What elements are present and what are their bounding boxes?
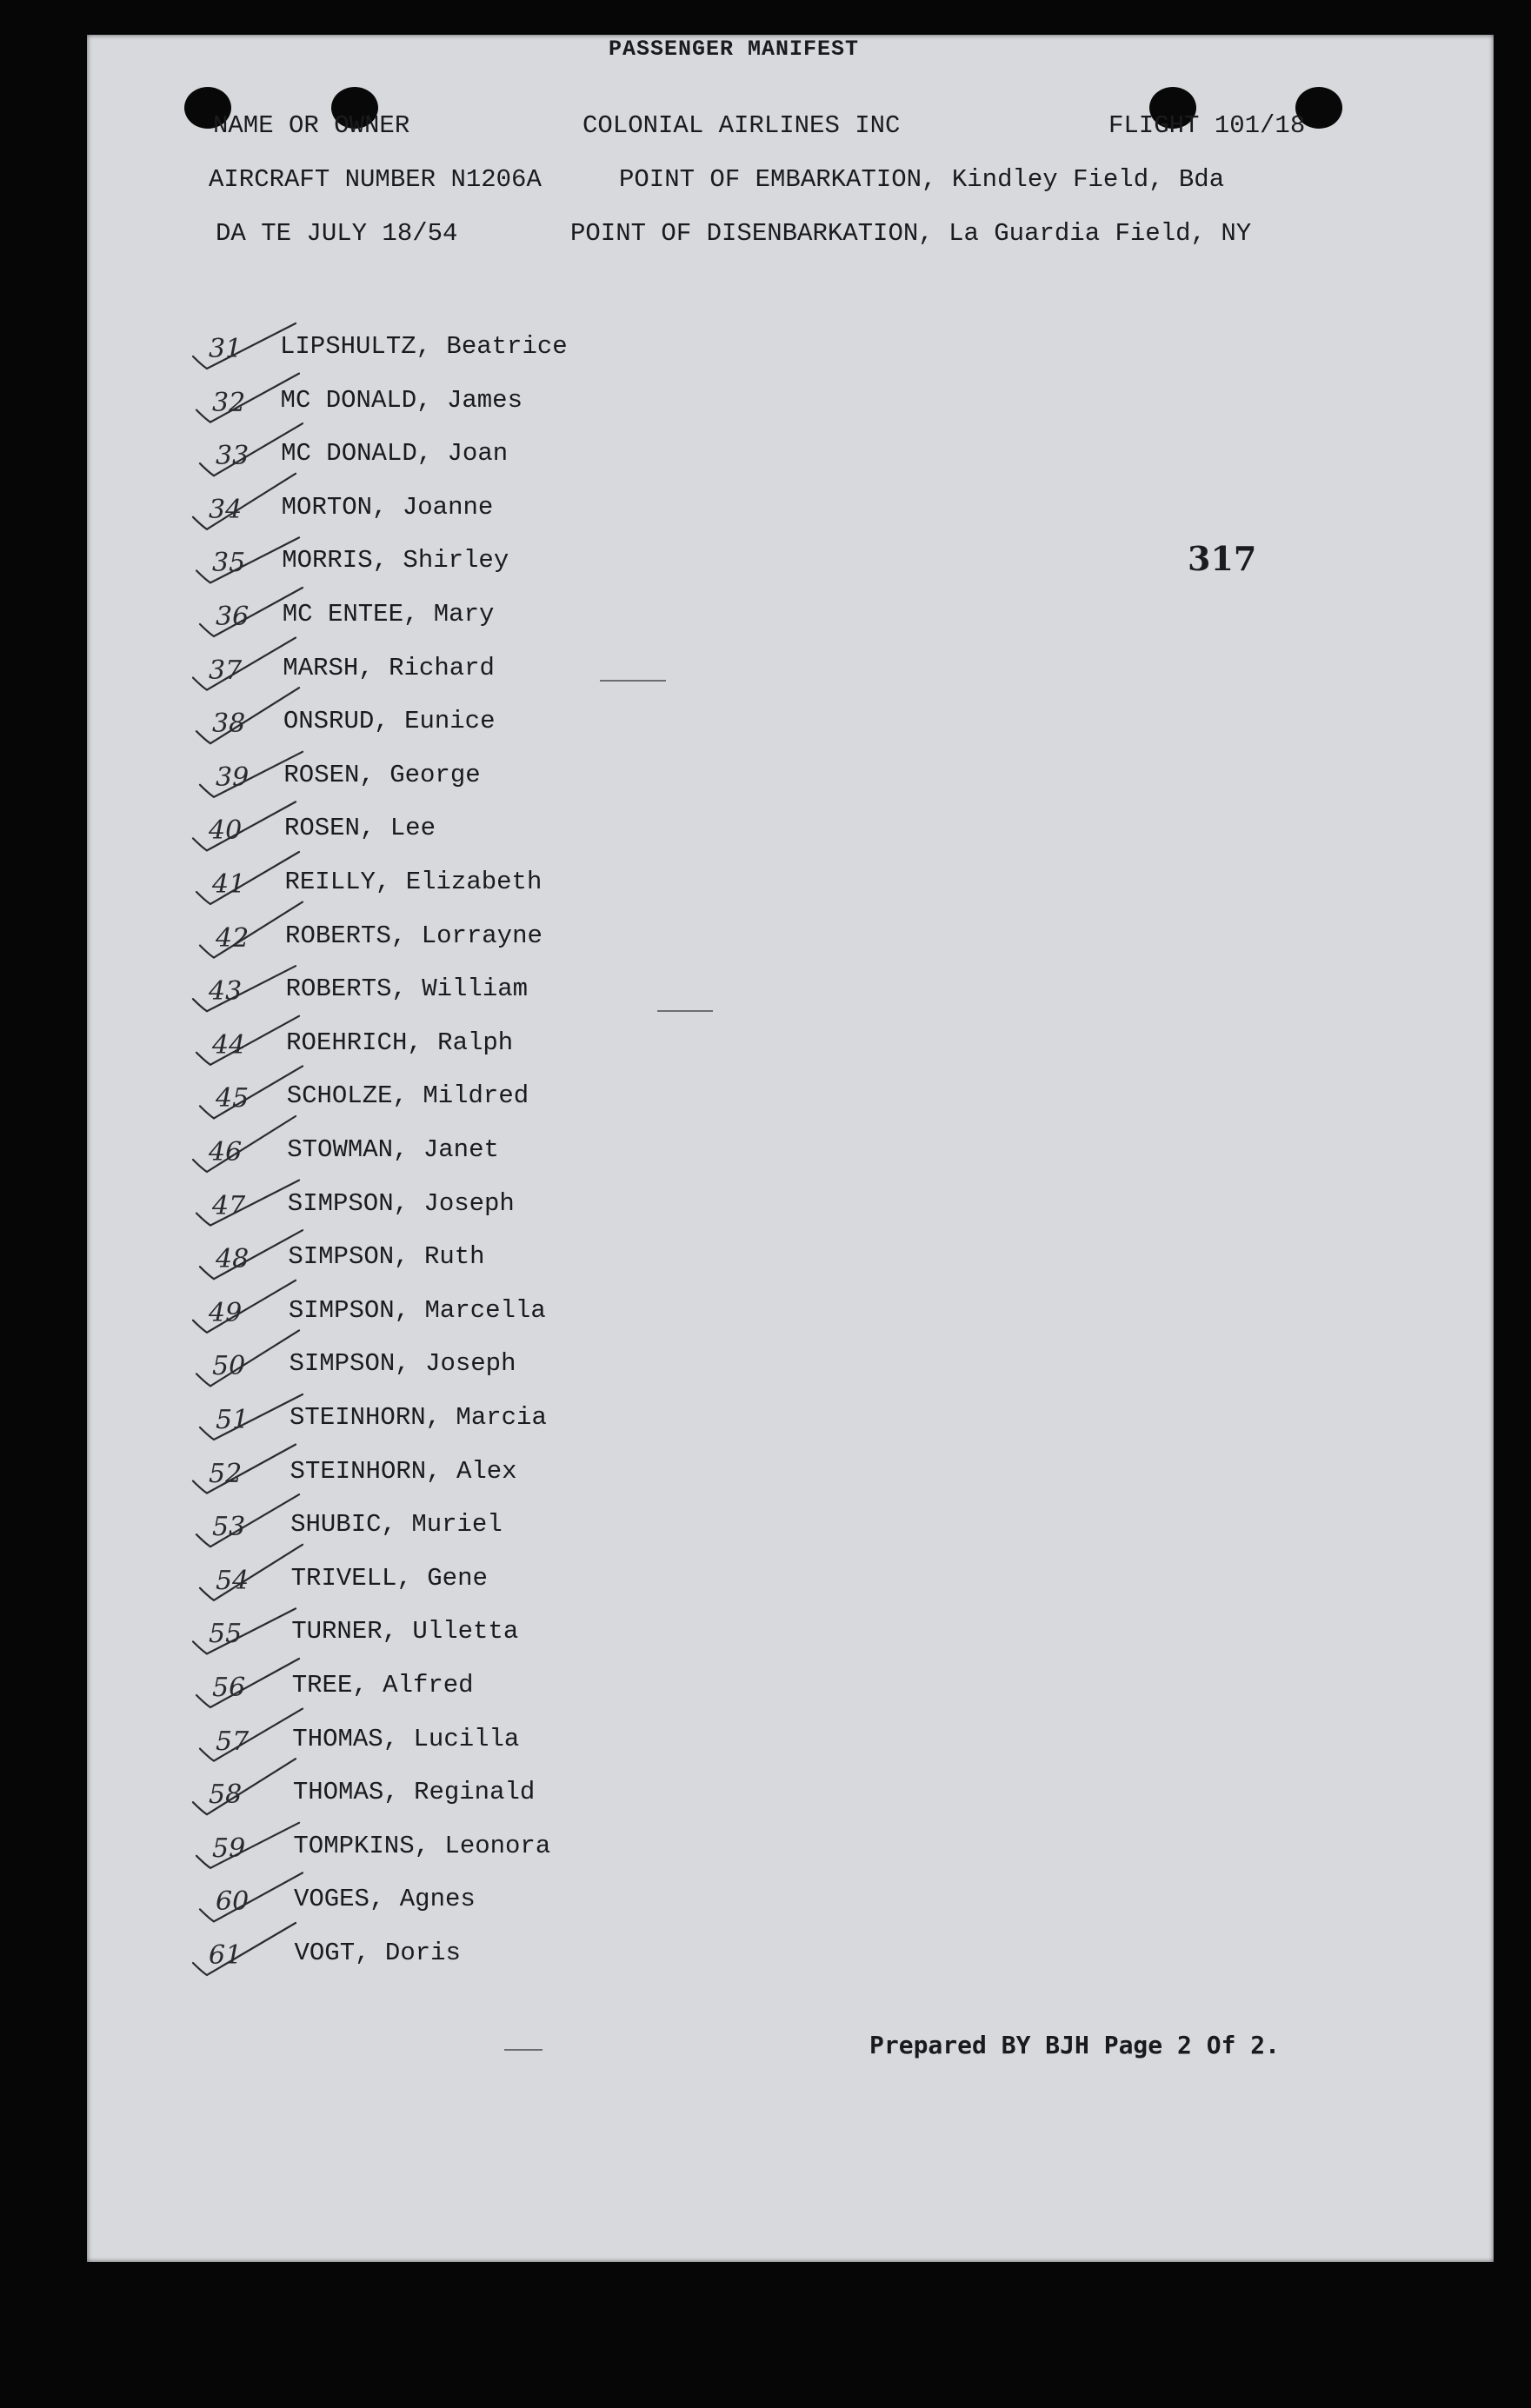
passenger-name: STEINHORN, Marcia	[290, 1403, 547, 1432]
flight-number: FLIGHT 101/18	[1108, 111, 1306, 140]
passenger-name: TURNER, Ulletta	[291, 1617, 519, 1646]
passenger-name: TOMPKINS, Leonora	[293, 1831, 551, 1860]
passenger-number: 39	[216, 762, 250, 793]
passenger-name: SCHOLZE, Mildred	[286, 1081, 529, 1111]
aircraft-number: AIRCRAFT NUMBER N1206A	[209, 165, 542, 194]
passenger-number: 34	[209, 494, 243, 525]
passenger-name: MORTON, Joanne	[281, 492, 494, 522]
passenger-name: STEINHORN, Alex	[290, 1456, 517, 1486]
stamped-page-number: 317	[1188, 539, 1257, 578]
passenger-number: 32	[212, 387, 246, 418]
passenger-name: SHUBIC, Muriel	[290, 1510, 503, 1540]
passenger-number: 59	[212, 1833, 246, 1864]
passenger-name: ROSEN, George	[283, 760, 481, 789]
passenger-number: 31	[209, 334, 243, 364]
passenger-number: 50	[212, 1351, 246, 1382]
passenger-name: TREE, Alfred	[291, 1671, 474, 1700]
passenger-name: SIMPSON, Joseph	[287, 1188, 515, 1218]
passenger-name: MC ENTEE, Mary	[282, 600, 495, 629]
passenger-number: 54	[216, 1565, 250, 1596]
passenger-number: 45	[216, 1083, 250, 1114]
passenger-number: 40	[209, 815, 243, 847]
point-of-embarkation: POINT OF EMBARKATION, Kindley Field, Bda	[619, 165, 1225, 194]
manifest-title: PASSENGER MANIFEST	[609, 37, 860, 62]
passenger-number: 35	[212, 548, 246, 579]
passenger-number: 43	[209, 976, 243, 1008]
passenger-number: 37	[209, 655, 243, 686]
manifest-date: DA TE JULY 18/54	[216, 219, 458, 248]
passenger-number: 51	[216, 1405, 250, 1435]
passenger-name: ROBERTS, Lorrayne	[285, 921, 543, 950]
stray-mark	[657, 1010, 713, 1012]
passenger-number: 56	[212, 1673, 246, 1703]
passenger-number: 48	[216, 1244, 250, 1275]
prepared-by-footer: Prepared BY BJH Page 2 Of 2.	[869, 2031, 1281, 2059]
passenger-name: SIMPSON, Joseph	[289, 1349, 516, 1379]
passenger-number: 49	[209, 1297, 243, 1328]
stray-mark	[600, 680, 666, 682]
point-of-disembarkation: POINT OF DISENBARKATION, La Guardia Field, NY	[570, 219, 1252, 248]
passenger-number: 55	[209, 1619, 243, 1650]
passenger-name: SIMPSON, Marcella	[288, 1295, 546, 1325]
passenger-name: TRIVELL, Gene	[290, 1563, 488, 1593]
passenger-number: 60	[216, 1886, 250, 1918]
passenger-name: MORRIS, Shirley	[282, 546, 509, 575]
passenger-number: 42	[216, 922, 250, 954]
passenger-name: ROBERTS, William	[285, 975, 529, 1004]
passenger-name: ONSRUD, Eunice	[283, 707, 496, 736]
passenger-number: 57	[216, 1726, 250, 1757]
passenger-number: 53	[212, 1512, 246, 1543]
passenger-number: 46	[209, 1137, 243, 1167]
passenger-name: ROSEN, Lee	[283, 814, 436, 843]
passenger-number: 33	[216, 441, 250, 472]
passenger-number: 41	[212, 869, 246, 900]
owner-label: NAME OR OWNER	[213, 111, 410, 140]
passenger-name: MARSH, Richard	[283, 653, 495, 682]
passenger-name: MC DONALD, James	[280, 385, 523, 415]
passenger-number: 47	[212, 1190, 246, 1221]
passenger-name: SIMPSON, Ruth	[288, 1242, 485, 1272]
passenger-name: LIPSHULTZ, Beatrice	[280, 332, 568, 361]
owner-value: COLONIAL AIRLINES INC	[582, 111, 901, 140]
passenger-number: 61	[209, 1940, 243, 1971]
passenger-number: 52	[209, 1458, 243, 1489]
passenger-name: VOGT, Doris	[294, 1939, 461, 1967]
passenger-name: THOMAS, Reginald	[292, 1778, 536, 1807]
passenger-number: 58	[209, 1779, 243, 1811]
passenger-name: THOMAS, Lucilla	[292, 1724, 520, 1753]
passenger-name: REILLY, Elizabeth	[284, 868, 543, 896]
stray-mark	[504, 2049, 543, 2051]
passenger-name: ROEHRICH, Ralph	[286, 1028, 514, 1057]
passenger-name: STOWMAN, Janet	[287, 1135, 499, 1164]
passenger-number: 36	[216, 602, 250, 632]
passenger-number: 44	[212, 1029, 246, 1061]
passenger-number: 38	[212, 708, 246, 740]
passenger-name: VOGES, Agnes	[293, 1885, 476, 1914]
passenger-name: MC DONALD, Joan	[281, 439, 509, 469]
